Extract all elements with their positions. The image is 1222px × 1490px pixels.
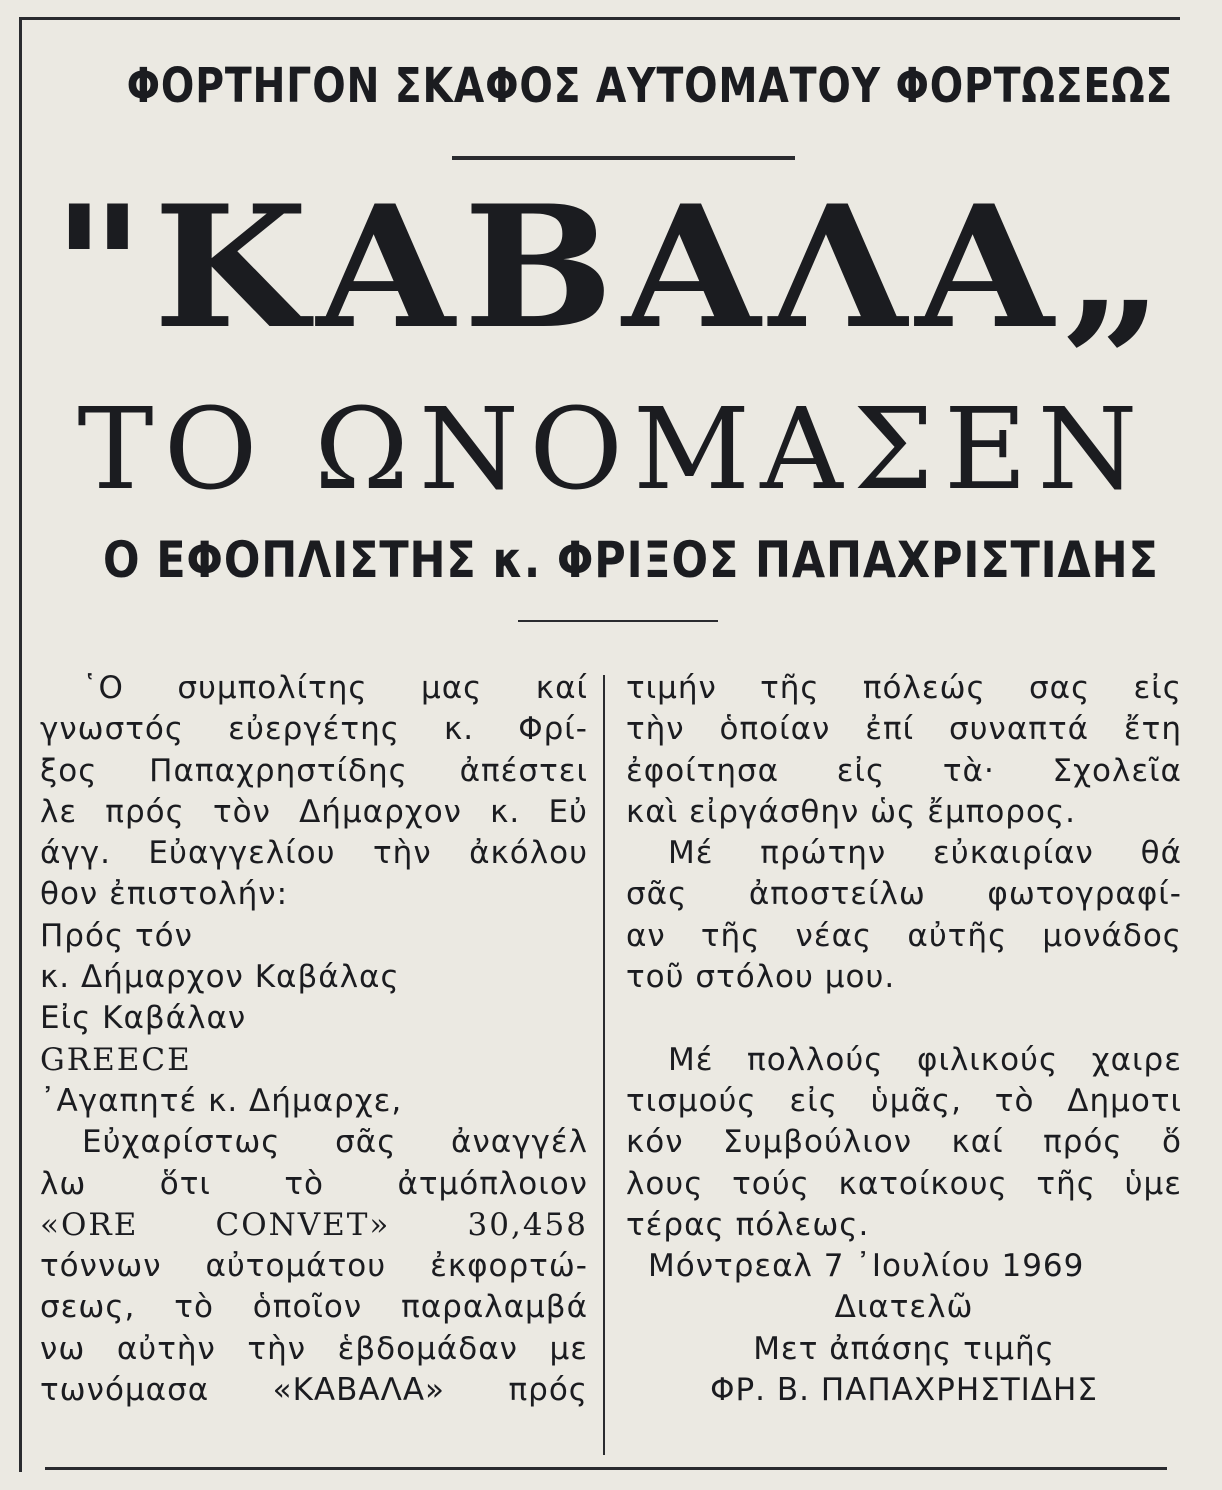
right-line: καὶ εἰργάσθην ὡς ἔμπορος.	[626, 793, 1076, 830]
left-line: λω ὅτι τὸ ἀτμόπλοιον	[40, 1165, 588, 1202]
right-line: κόν Συμβούλιον καί πρός ὅ	[626, 1124, 1182, 1161]
left-line: νω αὐτὴν τὴν ἑβδομάδαν με	[40, 1330, 588, 1367]
right-line: αν τῆς νέας αὐτῆς μονάδος	[626, 917, 1182, 954]
left-line: άγγ. Εὐαγγελίου τὴν ἀκόλου	[40, 835, 588, 872]
left-line: τωνόμασα «ΚΑΒΑΛΑ» πρός	[40, 1372, 588, 1409]
letter-date: Μόντρεαλ 7 ᾿Ιουλίου 1969	[648, 1248, 1085, 1285]
kicker-underline	[452, 156, 795, 160]
named-subtitle: ΤΟ ΩΝΟΜΑΣΕΝ	[77, 385, 1148, 515]
right-line: τέρας πόλεως.	[626, 1206, 870, 1243]
left-line: ῾Ο συμπολίτης μας καί	[82, 670, 588, 706]
top-rule	[20, 17, 1180, 20]
right-line: ἐφοίτησα εἰς τὰ· Σχολεῖα	[626, 752, 1182, 789]
right-line: τὴν ὁποίαν ἐπί συναπτά ἔτη	[626, 711, 1182, 748]
bottom-rule	[45, 1467, 1167, 1470]
right-line: σᾶς ἀποστείλω φωτογραφί-	[626, 876, 1182, 913]
right-column	[626, 668, 1182, 1411]
right-line: τισμούς εἰς ὑμᾶς, τὸ Δημοτι	[626, 1082, 1182, 1119]
right-line: τοῦ στόλου μου.	[626, 959, 896, 996]
shipowner-line: Ο ΕΦΟΠΛΙΣΤΗΣ κ. ΦΡΙΞΟΣ ΠΑΠΑΧΡΙΣΤΙΔΗΣ	[102, 531, 1159, 589]
paragraph-gap	[626, 998, 1182, 1039]
right-line: Μέ πολλούς φιλικούς χαιρε	[668, 1041, 1182, 1078]
right-line: τιμήν τῆς πόλεώς σας εἰς	[626, 670, 1182, 706]
ship-name-title: "ΚΑΒΑΛΑ„	[51, 168, 1174, 366]
letter-regards: Μετ ἀπάσης τιμῆς	[753, 1330, 1055, 1367]
left-column	[40, 668, 588, 1411]
left-line: τόννων αὐτομάτου ἐκφορτώ-	[40, 1248, 588, 1285]
left-line: λε πρός τὸν Δήμαρχον κ. Εὐ	[40, 793, 588, 830]
left-line: ᾿Αγαπητέ κ. Δήμαρχε,	[40, 1082, 403, 1119]
left-line: Εὐχαρίστως σᾶς ἀναγγέλ	[82, 1124, 588, 1161]
right-line: Μέ πρώτην εὐκαιρίαν θά	[668, 835, 1182, 872]
left-line: σεως, τὸ ὁποῖον παραλαμβά	[40, 1289, 588, 1326]
left-line: γνωστός εὐεργέτης κ. Φρί-	[40, 711, 588, 748]
letter-closing: Διατελῶ	[834, 1289, 974, 1326]
left-line: θον ἐπιστολήν:	[40, 876, 289, 913]
right-line: λους τούς κατοίκους τῆς ὑμε	[626, 1165, 1182, 1202]
left-line: ξος Παπαχρηστίδης ἀπέστει	[40, 752, 588, 789]
left-line: Πρός τόν	[40, 917, 193, 954]
left-line: Εἰς Καβάλαν	[40, 1000, 247, 1037]
left-line: GREECE	[40, 1041, 192, 1078]
column-divider	[603, 675, 605, 1455]
left-line: «ORE CONVET» 30,458	[40, 1206, 588, 1243]
kicker-headline: ΦΟΡΤΗΓΟΝ ΣΚΑΦΟΣ ΑΥΤΟΜΑΤΟΥ ΦΟΡΤΩΣΕΩΣ	[126, 58, 1174, 114]
left-line: κ. Δήμαρχον Καβάλας	[40, 959, 400, 996]
headline-underline	[518, 620, 718, 622]
letter-signature: ΦΡ. Β. ΠΑΠΑΧΡΗΣΤΙΔΗΣ	[710, 1372, 1098, 1409]
